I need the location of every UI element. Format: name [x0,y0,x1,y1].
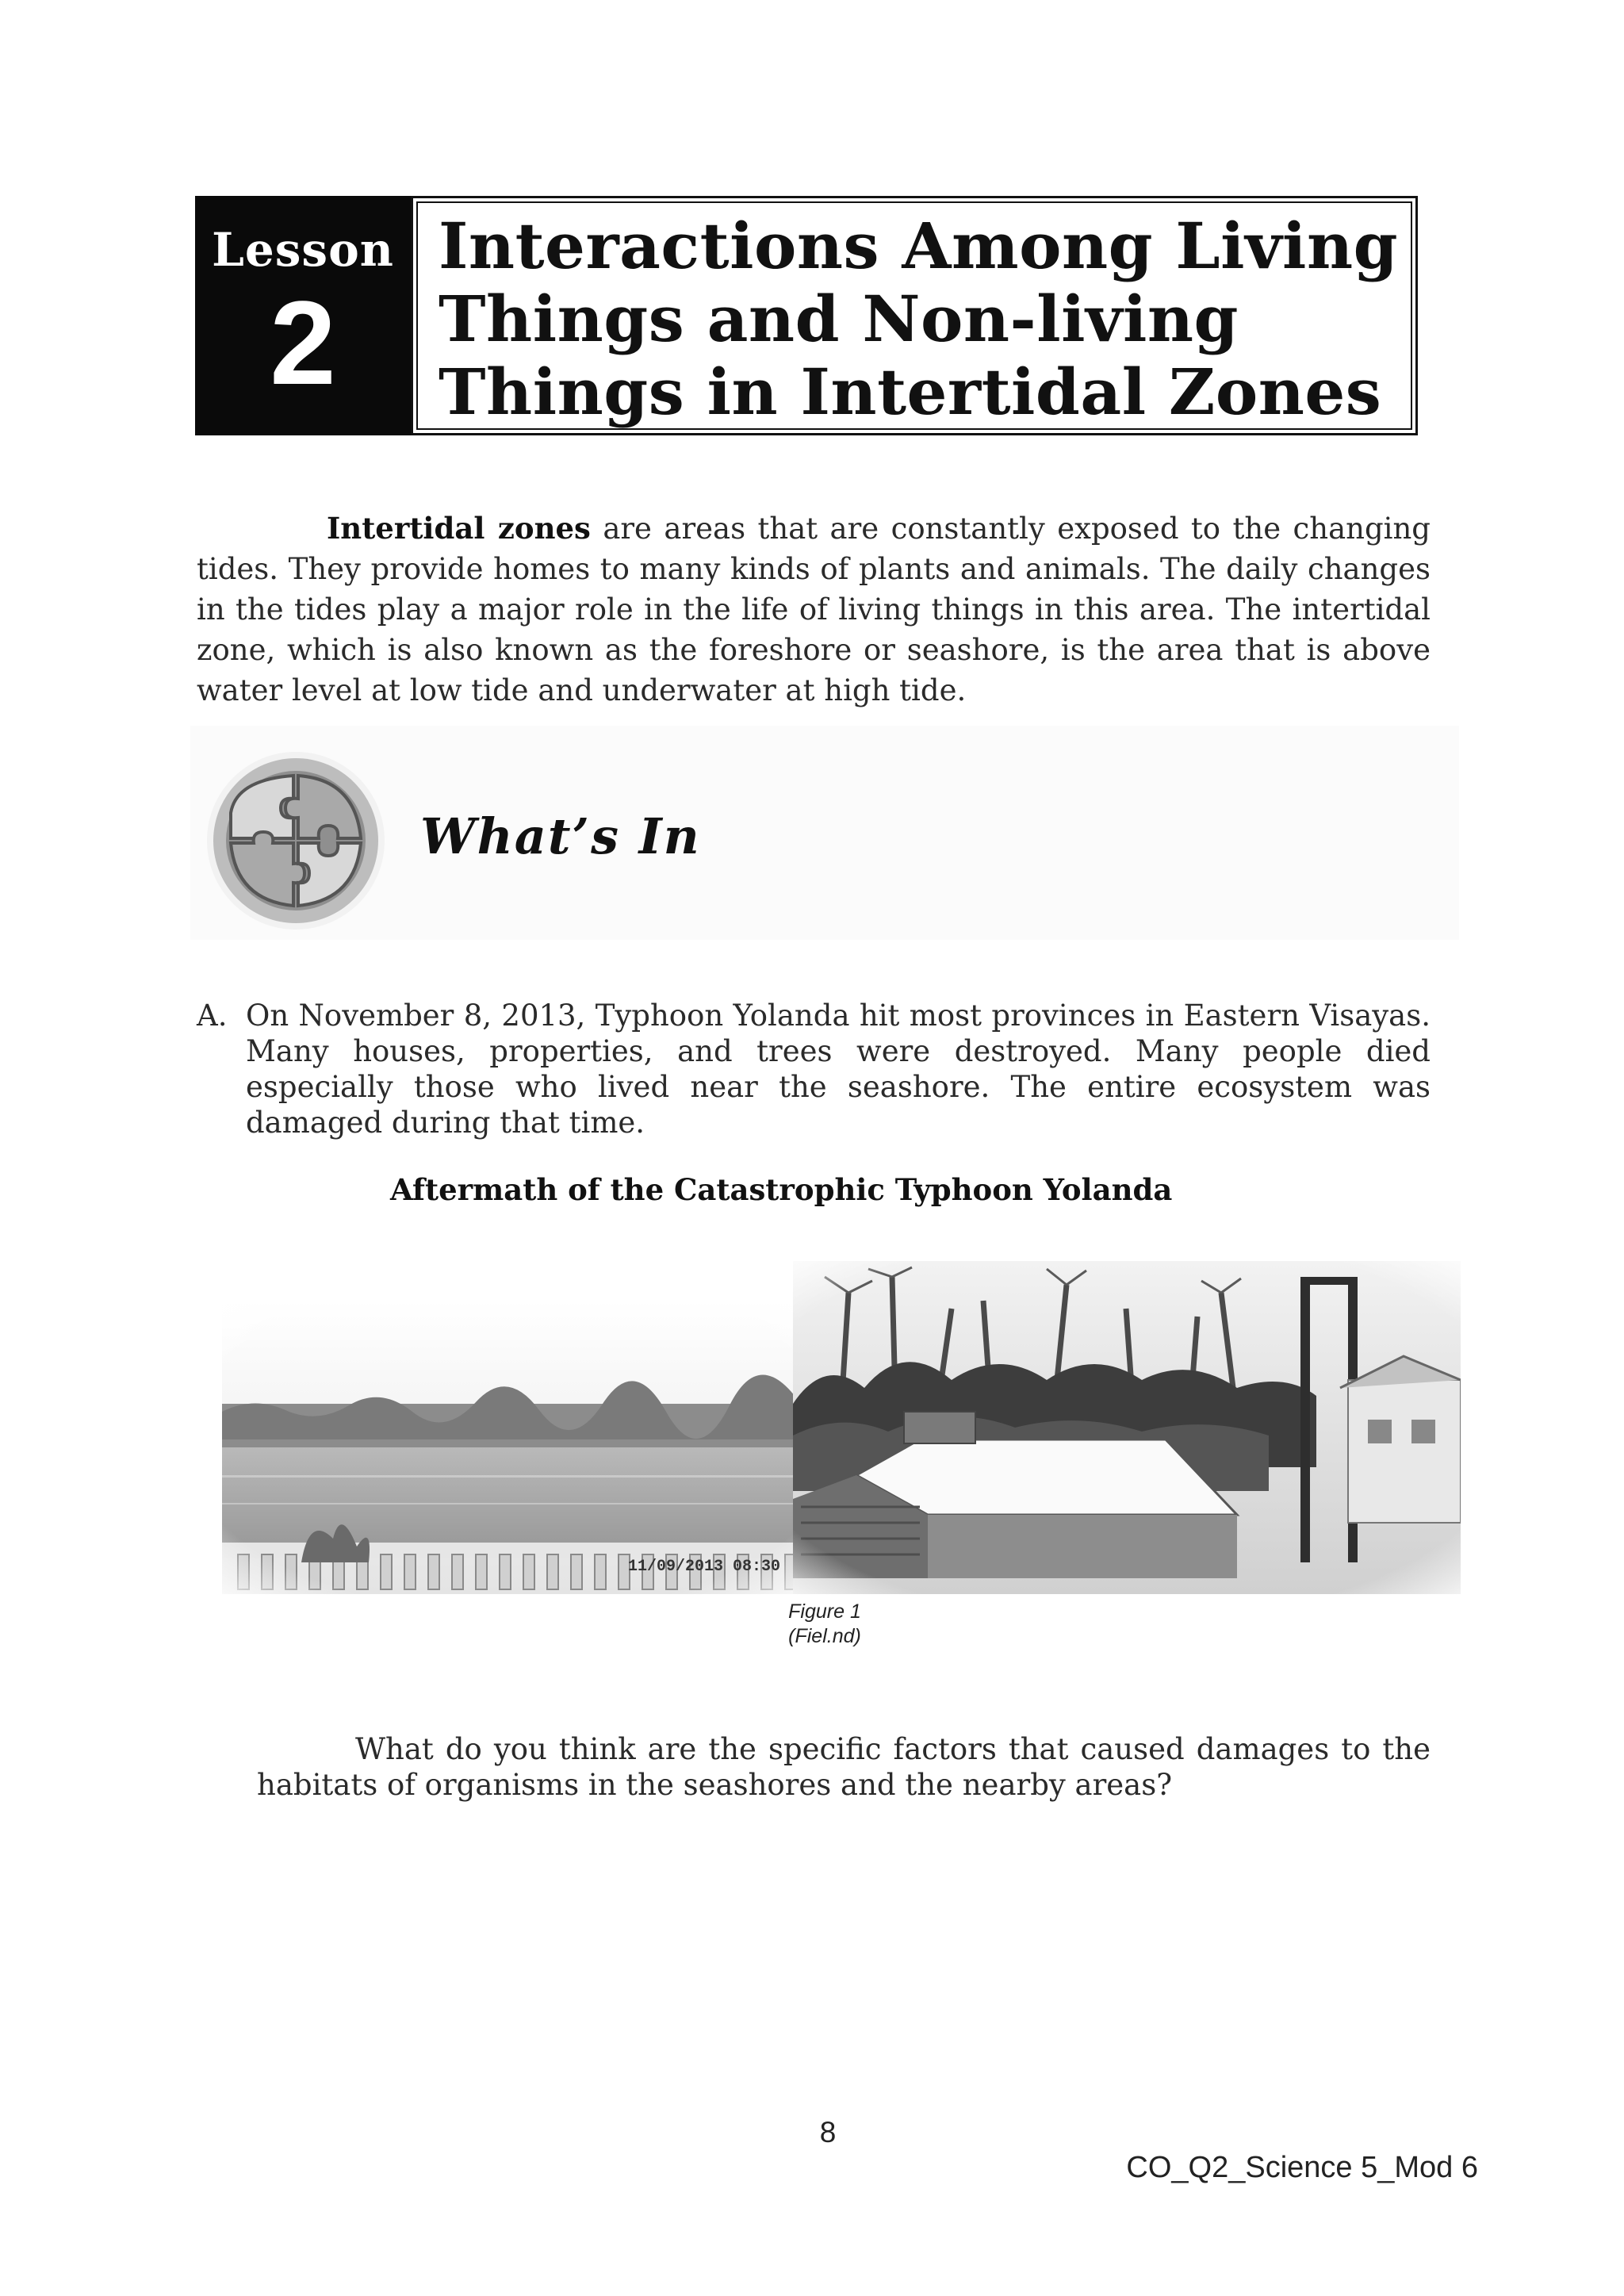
item-a-marker: A. [197,999,228,1033]
intro-paragraph [197,508,1431,711]
intro-term: Intertidal zones [327,511,591,546]
photo-timestamp: 11/09/2013 08:30 [628,1558,781,1576]
item-a-text: On November 8, 2013, Typhoon Yolanda hit most provinces in Eastern Visayas. Many houses, properties, and trees were destroyed. Many people died especially those who lived near the seashore. The entire ecosystem was damaged during that time. [246,999,1431,1140]
lesson-title-line-3: Things in Intertidal Zones [439,355,1382,429]
page-number: 8 [819,2116,837,2148]
figure-caption-label: Figure 1 [788,1600,861,1623]
module-code: CO_Q2_Science 5_Mod 6 [1126,2151,1478,2184]
question-text: What do you think are the specific factors that caused damages to the habitats of organisms in the seashores and the nearby areas? [257,1732,1431,1802]
lesson-title-line-1: Interactions Among Living [439,209,1399,283]
figure-caption [745,1600,904,1649]
question-paragraph [257,1731,1431,1803]
lesson-badge [195,196,411,435]
lesson-title-box [411,196,1418,435]
lesson-title [439,209,1398,428]
intro-text: are areas that are constantly exposed to the changing tides. They provide homes to many kinds of plants and animals. The daily changes in the tides play a major role in the life of living things in this area. The intertidal zone, which is also known as the foreshore or seashore, is the area that is above water level at low tide and underwater at high tide. [197,512,1431,707]
puzzle-icon [205,749,387,932]
lesson-number: 2 [270,276,336,409]
figure-heading: Aftermath of the Catastrophic Typhoon Yolanda [390,1172,1173,1207]
seashore-photo [222,1301,805,1594]
lesson-title-line-2: Things and Non-living [439,282,1239,356]
section-title: What’s In [420,807,701,865]
damaged-houses-photo [793,1261,1461,1594]
item-a [197,998,1431,1140]
lesson-label: Lesson [212,223,394,277]
figure-caption-source: (Fiel.nd) [788,1625,861,1647]
